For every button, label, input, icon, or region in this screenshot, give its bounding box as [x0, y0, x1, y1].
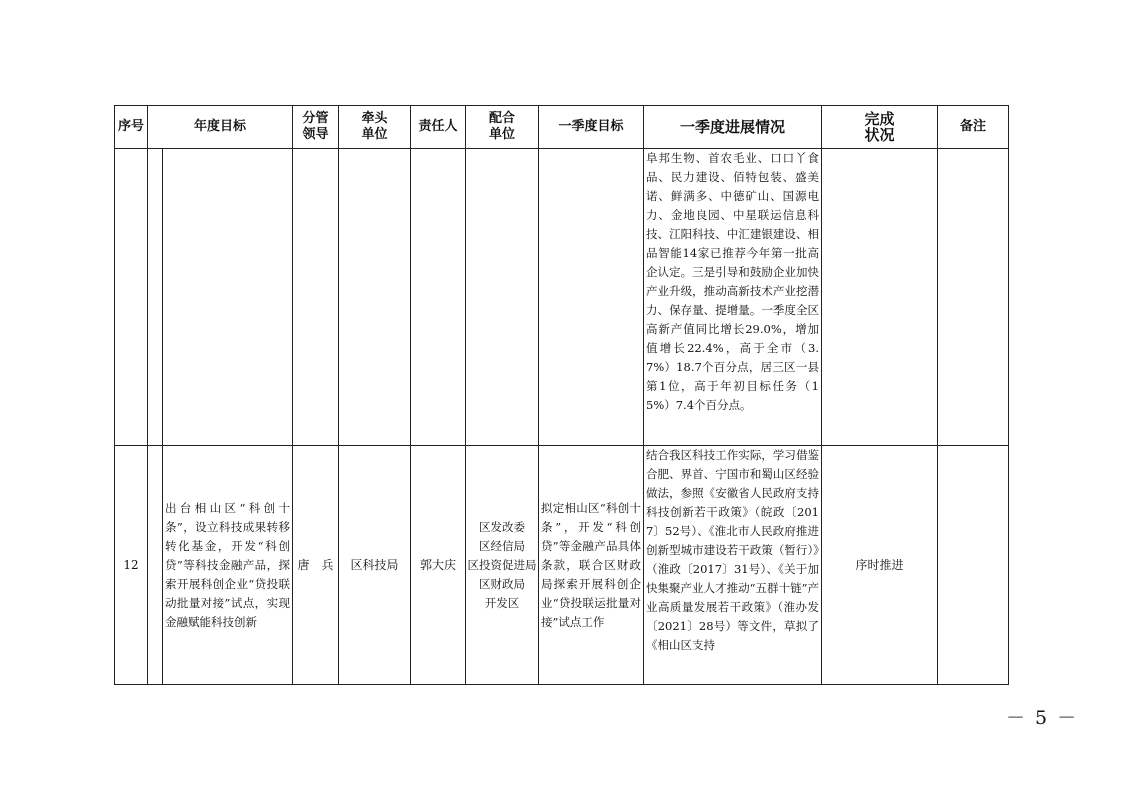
goal-cell: [148, 446, 293, 685]
header-remark: 备注: [938, 106, 1009, 149]
coop-unit-cell: 区发改委 区经信局 区投资促进局 区财政局 开发区: [466, 446, 539, 685]
lead-unit-cell: [339, 149, 411, 446]
remark-cell: [938, 149, 1009, 446]
progress-text: 结合我区科技工作实际，学习借鉴合肥、界首、宁国市和蜀山区经验做法，参照《安徽省人民政府支持科技创新若干政策》（皖政〔2017〕52号）、《淮北市人民政府推进创新型城市建设若干政策（暂行）》（淮政〔2017〕31号）、《关于加快集聚产业人才推动“五群十链”产业高质量发展若干政策》（淮办发〔2021〕28号）等文件，草拟了《相山区支持: [646, 448, 819, 652]
header-person: 责任人: [411, 106, 466, 149]
goal-cell: [148, 149, 293, 446]
seq-cell: 12: [115, 446, 148, 685]
leader-cell: [293, 149, 339, 446]
table-row: [115, 149, 1009, 446]
progress-text: 阜邦生物、首农毛业、口口丫食品、民力建设、佰特包装、盛美诺、鲜满多、中德矿山、国源电力、金地良园、中星联运信息科技、江阳科技、中汇建银建设、相品智能14家已推荐今年第一批高企认定。三是引导和鼓励企业加快产业升级，推动高新技术产业挖潜力、保存量、提增量。一季度全区高新产值同比增长29.0%，增加值增长22.4%，高于全市（3.7%）18.7个百分点，居三区一县第1位，高于年初目标任务（15%）7.4个百分点。: [646, 151, 819, 412]
header-leader: 分管 领导: [293, 106, 339, 149]
header-row: [115, 106, 1009, 149]
progress-table: [114, 105, 1009, 685]
status-cell: [822, 149, 938, 446]
goal-text: 出台相山区“科创十条”，设立科技成果转移转化基金，开发“科创贷”等科技金融产品，探索开展科创企业“贷投联动批量对接”试点，实现金融赋能科技创新: [165, 500, 290, 629]
status-cell: 序时推进: [822, 446, 938, 685]
header-q1-goal: 一季度目标: [539, 106, 644, 149]
q1-goal-cell: [539, 149, 644, 446]
header-goal: 年度目标: [148, 106, 293, 149]
q1-goal-cell: [539, 446, 644, 685]
person-cell: [411, 149, 466, 446]
q1-progress-cell: [644, 446, 822, 685]
header-status: 完成 状况: [822, 106, 938, 149]
q1-progress-cell: [644, 149, 822, 446]
lead-unit-cell: 区科技局: [339, 446, 411, 685]
seq-cell: [115, 149, 148, 446]
page-number: － 5 －: [1006, 707, 1079, 729]
coop-unit-cell: [466, 149, 539, 446]
q1-goal-text: 拟定相山区“科创十条”，开发“科创贷”等金融产品具体条款，联合区财政局探索开展科创企业“贷投联运批量对接”试点工作: [541, 500, 641, 629]
remark-cell: [938, 446, 1009, 685]
header-q1-progress: 一季度进展情况: [644, 106, 822, 149]
table-row: [115, 446, 1009, 685]
header-lead-unit: 牵头 单位: [339, 106, 411, 149]
header-seq: 序号: [115, 106, 148, 149]
header-coop-unit: 配合 单位: [466, 106, 539, 149]
person-cell: 郭大庆: [411, 446, 466, 685]
leader-cell: 唐 兵: [293, 446, 339, 685]
